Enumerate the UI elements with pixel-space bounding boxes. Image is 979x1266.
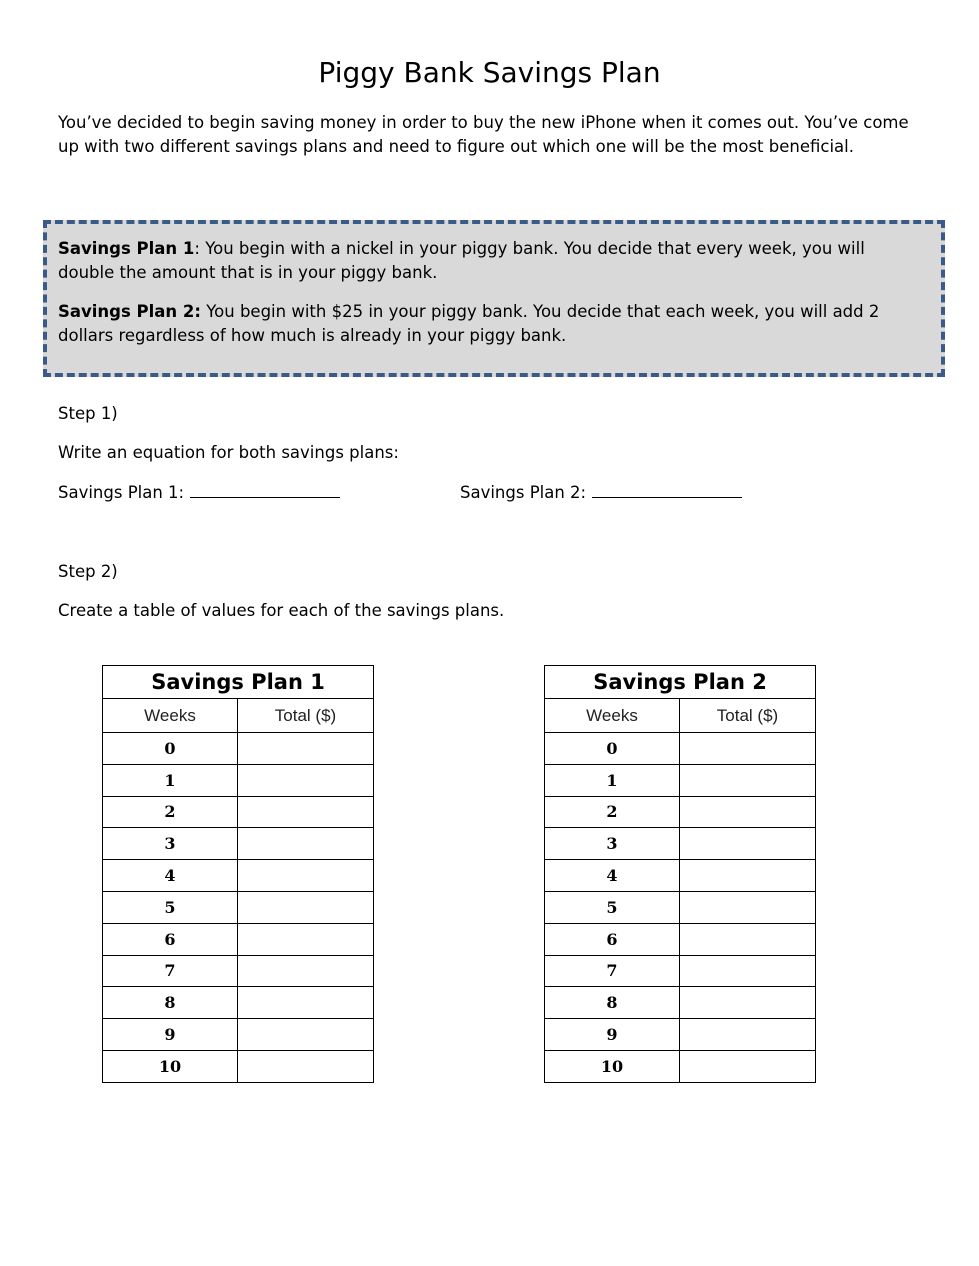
- total-cell[interactable]: [238, 891, 374, 923]
- step-2-heading: Step 2): [58, 562, 118, 581]
- total-cell[interactable]: [238, 955, 374, 987]
- week-cell: 2: [545, 796, 680, 828]
- table-row: [545, 860, 816, 892]
- week-cell: 3: [545, 828, 680, 860]
- table-row: [545, 796, 816, 828]
- week-cell: 10: [545, 1050, 680, 1082]
- equation-field-plan-2: [460, 482, 742, 504]
- table-row: [103, 1019, 374, 1051]
- equation-blank-plan-2[interactable]: [592, 483, 742, 498]
- week-cell: 6: [545, 923, 680, 955]
- column-header-total: Total ($): [680, 699, 816, 733]
- table-row: [103, 987, 374, 1019]
- plan-1-text: : You begin with a nickel in your piggy bank. You decide that every week, you will double the amount that is in your piggy bank.: [58, 239, 865, 282]
- total-cell[interactable]: [238, 764, 374, 796]
- plan-2-text: You begin with $25 in your piggy bank. You decide that each week, you will add 2 dollars regardless of how much is already in your piggy bank.: [58, 302, 880, 345]
- table-row: [103, 891, 374, 923]
- week-cell: 1: [103, 764, 238, 796]
- table-row: [545, 955, 816, 987]
- total-cell[interactable]: [680, 1050, 816, 1082]
- week-cell: 3: [103, 828, 238, 860]
- total-cell[interactable]: [238, 987, 374, 1019]
- values-table-plan-2: [544, 665, 816, 1083]
- table-title: Savings Plan 2: [545, 666, 816, 699]
- total-cell[interactable]: [238, 1050, 374, 1082]
- equation-label-plan-2: Savings Plan 2:: [460, 483, 587, 502]
- savings-plans-box: [43, 220, 945, 377]
- total-cell[interactable]: [238, 796, 374, 828]
- week-cell: 4: [545, 860, 680, 892]
- table-row: [103, 764, 374, 796]
- table-title: Savings Plan 1: [103, 666, 374, 699]
- total-cell[interactable]: [238, 828, 374, 860]
- equation-label-plan-1: Savings Plan 1:: [58, 483, 185, 502]
- table-row: [545, 1050, 816, 1082]
- table-row: [103, 733, 374, 765]
- table-row: [103, 1050, 374, 1082]
- week-cell: 4: [103, 860, 238, 892]
- total-cell[interactable]: [680, 828, 816, 860]
- values-table-plan-1: [102, 665, 374, 1083]
- week-cell: 9: [103, 1019, 238, 1051]
- plan-1-label: Savings Plan 1: [58, 239, 195, 258]
- table-row: [545, 828, 816, 860]
- step-2-instruction: Create a table of values for each of the savings plans.: [58, 601, 505, 620]
- table-row: [103, 860, 374, 892]
- total-cell[interactable]: [238, 860, 374, 892]
- total-cell[interactable]: [680, 796, 816, 828]
- equation-field-plan-1: [58, 482, 340, 504]
- page-title: Piggy Bank Savings Plan: [318, 56, 661, 89]
- table-row: [545, 923, 816, 955]
- total-cell[interactable]: [680, 1019, 816, 1051]
- total-cell[interactable]: [680, 764, 816, 796]
- week-cell: 6: [103, 923, 238, 955]
- total-cell[interactable]: [680, 860, 816, 892]
- total-cell[interactable]: [680, 733, 816, 765]
- total-cell[interactable]: [680, 923, 816, 955]
- week-cell: 0: [103, 733, 238, 765]
- table-row: [545, 891, 816, 923]
- table-row: [545, 764, 816, 796]
- week-cell: 8: [545, 987, 680, 1019]
- column-header-total: Total ($): [238, 699, 374, 733]
- total-cell[interactable]: [238, 923, 374, 955]
- week-cell: 8: [103, 987, 238, 1019]
- plan-2-label: Savings Plan 2:: [58, 302, 202, 321]
- total-cell[interactable]: [680, 987, 816, 1019]
- step-1-heading: Step 1): [58, 404, 118, 423]
- total-cell[interactable]: [680, 955, 816, 987]
- column-header-weeks: Weeks: [103, 699, 238, 733]
- intro-paragraph: You’ve decided to begin saving money in order to buy the new iPhone when it comes out. You’ve come up with two different savings plans and need to figure out which one will be the most beneficial.: [58, 113, 909, 156]
- week-cell: 1: [545, 764, 680, 796]
- total-cell[interactable]: [680, 891, 816, 923]
- column-header-weeks: Weeks: [545, 699, 680, 733]
- table-row: [545, 733, 816, 765]
- table-row: [103, 828, 374, 860]
- plan-2-description: [58, 300, 898, 347]
- week-cell: 2: [103, 796, 238, 828]
- week-cell: 5: [103, 891, 238, 923]
- week-cell: 7: [545, 955, 680, 987]
- week-cell: 5: [545, 891, 680, 923]
- week-cell: 9: [545, 1019, 680, 1051]
- total-cell[interactable]: [238, 733, 374, 765]
- total-cell[interactable]: [238, 1019, 374, 1051]
- week-cell: 10: [103, 1050, 238, 1082]
- step-1-instruction: Write an equation for both savings plans:: [58, 443, 399, 462]
- table-row: [545, 1019, 816, 1051]
- plan-1-description: [58, 237, 898, 284]
- week-cell: 0: [545, 733, 680, 765]
- table-row: [103, 955, 374, 987]
- table-row: [545, 987, 816, 1019]
- week-cell: 7: [103, 955, 238, 987]
- table-row: [103, 796, 374, 828]
- equation-blank-plan-1[interactable]: [190, 483, 340, 498]
- table-row: [103, 923, 374, 955]
